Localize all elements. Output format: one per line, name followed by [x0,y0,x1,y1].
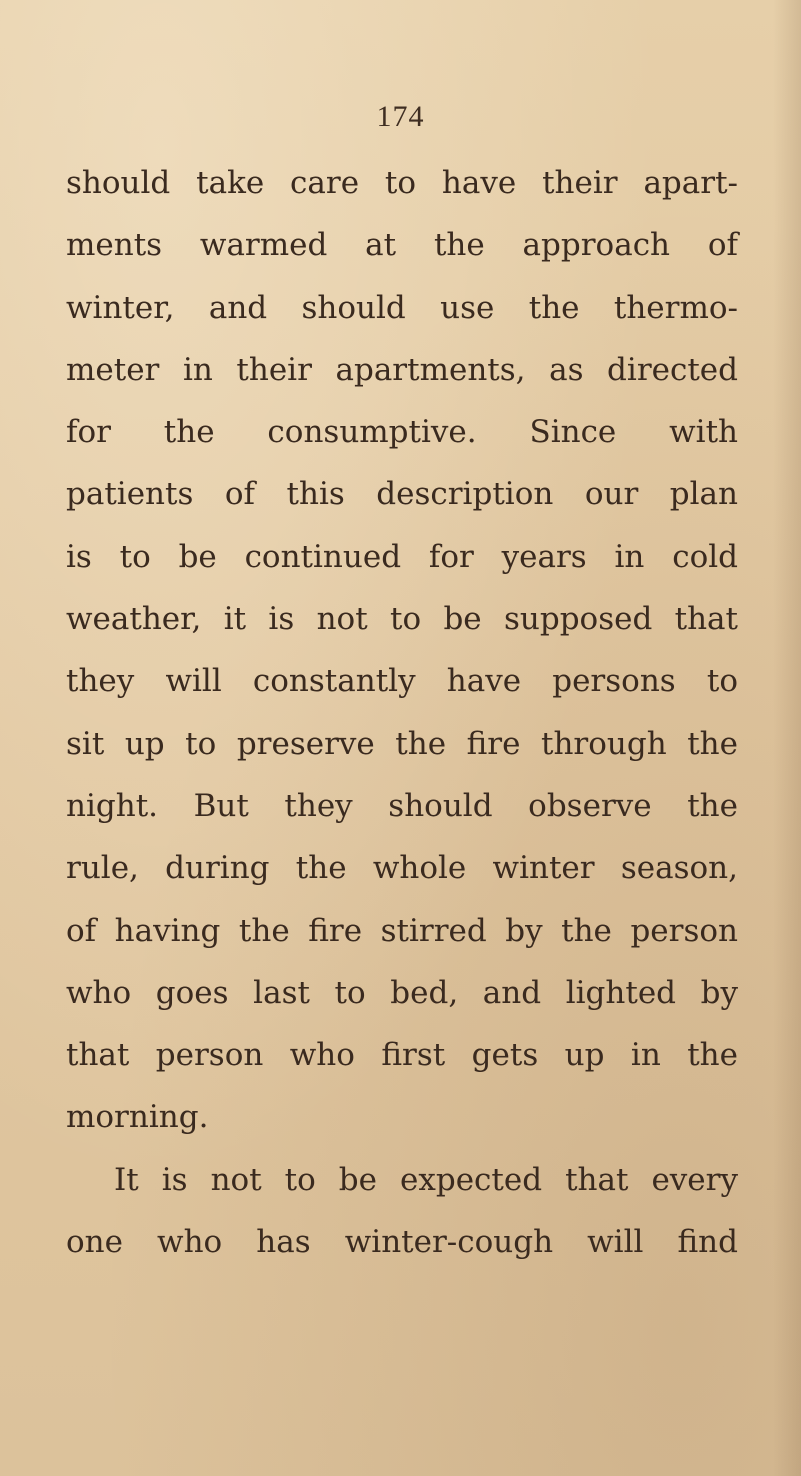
text-line: patients of this description our plan [66,476,738,513]
text-line: of having the fire stirred by the person [66,912,738,949]
text-line: morning. [66,1099,209,1136]
text-line: night. But they should observe the [66,787,738,824]
text-line: who goes last to bed, and lighted by [66,974,738,1011]
text-line: ments warmed at the approach of [66,227,738,264]
text-line: one who has winter-cough will find [66,1224,738,1261]
page-number: 174 [376,100,425,133]
text-line: sit up to preserve the fire through the [66,725,738,762]
text-line: they will constantly have persons to [66,663,738,700]
text-line: for the consumptive. Since with [66,414,738,451]
body-text [66,152,738,1273]
text-line: winter, and should use the thermo- [66,289,738,326]
text-line-paragraph-start: It is not to be expected that every [114,1161,738,1198]
text-line: meter in their apartments, as directed [66,351,738,388]
text-line: that person who first gets up in the [66,1037,738,1074]
text-line: weather, it is not to be supposed that [66,601,738,638]
text-line: should take care to have their apart- [66,165,738,201]
text-line: is to be continued for years in cold [66,538,738,575]
text-line: rule, during the whole winter season, [66,850,738,887]
page-edge-shadow [773,0,801,1476]
